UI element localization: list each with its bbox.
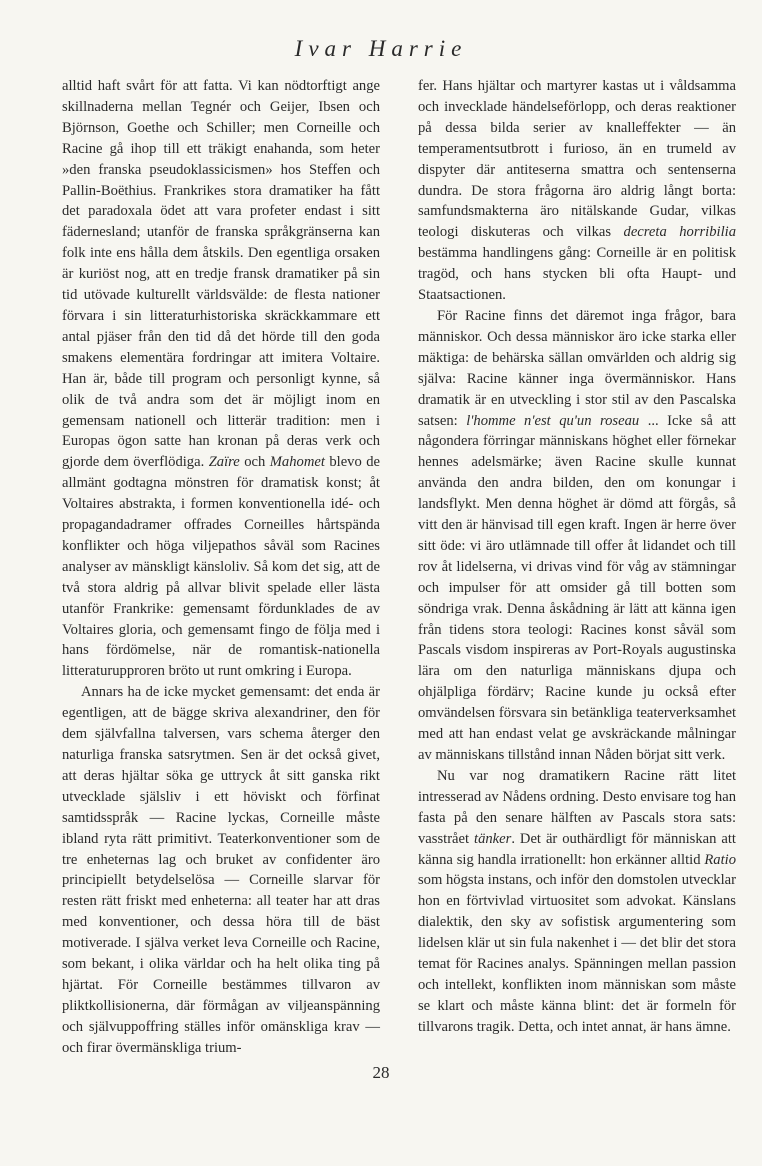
italic-text: Mahomet xyxy=(269,454,325,471)
page-number: 28 xyxy=(372,1063,390,1082)
text-run: alltid haft svårt för att fatta. Vi kan nödtorftigt ange skillnaderna mellan Tegnér och Geijer, Ibsen och Björnson, Goethe och Schiller; men Corneille och Racine gå ihop till ett träkigt enahanda, som heter »den franska pseudoklassicismen» hos Steffen och Pallin-Boëthius. Frankrikes stora dramatiker ha fått det paradoxala ödet att vara profeter endast i sitt fädernesland; utanför de franska språkgränserna kan folk inte ens hålla dem åtskils. Den egentliga orsaken är kuriöst nog, att en tredje fransk dramatiker på sin tid utövade kulturellt världsvälde: de flesta nationer förvara i sin litteraturhistoriska skräckkammare ett antal pjäser från den tid då det hörde till den goda smakens elementära fordringar att imitera Voltaire. Han är, både till program och personligt kynne, så olik de två andra som det är möjligt inom en gemensam nationell och litterär tradition: men i Europas ögon satte han kronan på deras verk och gjorde dem överflödiga. xyxy=(62,78,380,471)
text-run: För Racine finns det däremot inga frågor, bara människor. Och dessa människor äro icke starka eller mäktiga: de behärska sällan omvärlden och aldrig sig själva: Racine känner inga övermänniskor. Hans dramatik är en utveckling i stor stil av den Pascalska satsen: xyxy=(418,307,736,429)
paragraph xyxy=(418,76,736,306)
paragraph xyxy=(62,682,380,1058)
paragraph xyxy=(418,306,736,766)
text-run: . Det är outhärdligt för människan att känna sig handla irrationellt: hon erkänner alltid xyxy=(418,830,736,868)
text-run: Nu var nog dramatikern Racine rätt litet intresserad av Nådens ordning. Desto envisare tog han fasta på den senare hälften av Pascals stora sats: vasstrået xyxy=(418,767,736,847)
italic-text: Zaïre xyxy=(208,454,240,471)
italic-text: l'homme n'est qu'un roseau xyxy=(466,412,640,429)
text-run: bestämma handlingens gång: Corneille är en politisk tragöd, och hans stycken bli ofta Haupt- und Staatsactionen. xyxy=(418,245,736,304)
text-run: ... Icke så att någondera förringar människans höghet eller förnekar hennes adelsmärke; även Racine skulle kunnat använda den andra bilden, den om konungar i landsflykt. Men denna höghet är dömd att förgås, så vitt den är hänvisad till egen kraft. Ingen är herre över sitt öde: vi äro utlämnade till offer åt lidandet och till rov åt lidelserna, vi drivas vind för våg av stämningar och impulser för att omsider gå till botten som söndriga vrak. Denna åskådning är lätt att känna igen från tidens stora teologi: Racines konst såväl som Pascals visdom inspireras av Port-Royals augustinska lära om den naturliga människans djupa och ohjälpliga fördärv; Racine kunde ju också efter omvändelsen försvara sin betänkliga teaterverksamhet med att han endast velat ge avskräckande målningar av människans tillstånd innan Nåden börjat sitt verk. xyxy=(418,412,736,763)
text-run: fer. Hans hjältar och martyrer kastas ut i våldsamma och invecklade händelseförlopp, och deras reaktioner på dessa bilda serier av knalleffekter — än temperamentsutbrott i furioso, än en trumeld av dispyter där antiteserna smattra och sentenserna dundra. De stora frågorna äro aldrig långt borta: samfundsmakterna äro nitälskande Gudar, vilkas teologi diskuteras och vilkas xyxy=(418,78,736,241)
paragraph xyxy=(62,76,380,682)
right-text-column xyxy=(418,76,736,1038)
italic-text: decreta horribilia xyxy=(623,224,736,241)
left-text-column xyxy=(62,76,380,1059)
paragraph xyxy=(418,766,736,1038)
text-run: som högsta instans, och inför den domstolen utvecklar hon en förtvivlad virtuositet som advokat. Känslans dialektik, den sky av sofistisk argumentering som lidelsen klär ut sin fula nakenhet i — det blir det stora temat för Racines analys. Spänningen mellan passion och intellekt, konflikten inom människan som måste se klart och måste känna blint: det är formeln för tillvarons tragik. Detta, och intet annat, är hans ämne. xyxy=(418,872,736,1035)
text-run: och xyxy=(239,454,270,471)
text-run: Annars ha de icke mycket gemensamt: det enda är egentligen, att de bägge skriva alexandriner, den för dem självfallna talversen, vars schema återger den naturliga franska satsrytmen. Sen är det också givet, att deras hjältar söka ge uttryck åt sitt ganska rikt utvecklade själsliv i ett höviskt och förfinat samtidsspråk — Racine lyckas, Corneille måste ibland ryta rätt primitivt. Teaterkonventioner som de tre enheternas lag och bruket av confidenter äro principiellt betydelselösa — Corneille slarvar för resten rätt friskt med enheterna: all teater har att dras med konventioner, och dessa höra till de bäst motiverade. I själva verket leva Corneille och Racine, som bekant, i olika världar och ha helt olika ting på hjärtat. För Corneille bestämmes tillvaron av pliktkollisionerna, där förmågan av viljeanspänning och självuppoffring ställes inför omänskliga krav — och firar övermänskliga trium- xyxy=(62,684,380,1056)
italic-text: Ratio xyxy=(704,851,736,868)
running-title: Ivar Harrie xyxy=(294,36,468,61)
text-run: blevo de allmänt godtagna mönstren för dramatisk konst; åt Voltaires abstrakta, i formen konventionella idé- och propagandadramer offrades Corneilles hårtspända konflikter och höga viljepathos såväl som Racines analyser av mänskligt känsloliv. Så kom det sig, att de två stora aldrig på allvar blivit spelade eller lästa utanför Frankrike: gemensamt fördunklades de av Voltaires gloria, och gemensamt fingo de följa med i hans fördömelse, när de romantisk-nationella litteraturupproren bröto ut runt omkring i Europa. xyxy=(62,454,380,680)
italic-text: tänker xyxy=(474,830,512,847)
